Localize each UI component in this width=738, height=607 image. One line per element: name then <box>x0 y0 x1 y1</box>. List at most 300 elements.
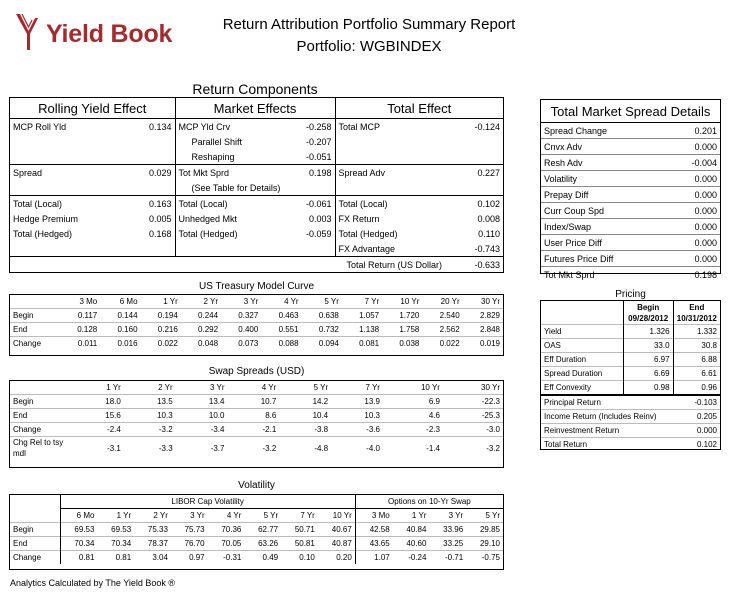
market-spread-value: 0.000 <box>667 219 720 235</box>
market-spread-row <box>541 267 720 283</box>
market-effect-value <box>290 241 335 257</box>
market-spread-label: Prepay Diff <box>541 187 667 203</box>
volatility-value: 0.20 <box>318 551 355 565</box>
volatility-value: 0.97 <box>171 551 208 565</box>
volatility-value: -0.31 <box>208 551 245 565</box>
swap-value: -1.4 <box>383 437 443 460</box>
treasury-value: 0.117 <box>60 309 100 323</box>
market-spread-value: 0.000 <box>667 171 720 187</box>
pricing-return-value: 0.000 <box>673 424 720 438</box>
market-effect-value: -0.207 <box>305 136 332 147</box>
market-spread-row <box>541 187 720 203</box>
swap-value: -3.2 <box>443 437 503 460</box>
pricing-return-label: Reinvestment Return <box>541 424 673 438</box>
market-spread-value: -0.004 <box>667 155 720 171</box>
volatility-value: 69.53 <box>60 523 97 537</box>
pricing-label: Eff Duration <box>541 353 623 367</box>
pricing-return-row <box>541 438 720 452</box>
swap-table <box>9 380 504 468</box>
volatility-body <box>10 495 503 564</box>
swap-column-header: 2 Yr <box>158 383 173 392</box>
return-components-row <box>10 134 503 149</box>
market-spread-row <box>541 251 720 267</box>
volatility-value: 3.04 <box>134 551 171 565</box>
market-spread-label: User Price Diff <box>541 235 667 251</box>
total-return-row <box>10 257 503 273</box>
total-effect-label <box>335 149 445 165</box>
treasury-column-header: 2 Yr <box>203 297 219 306</box>
total-return-value: -0.633 <box>445 257 503 273</box>
treasury-value: 0.019 <box>463 337 503 351</box>
swap-value: -2.3 <box>383 423 443 437</box>
footer-note: Analytics Calculated by The Yield Book ® <box>10 578 176 588</box>
volatility-value: 70.34 <box>60 537 97 551</box>
treasury-value: 0.400 <box>221 323 261 337</box>
volatility-value: 40.87 <box>318 537 355 551</box>
treasury-value: 0.038 <box>382 337 422 351</box>
volatility-row-label: Change <box>10 551 60 565</box>
treasury-value: 0.216 <box>141 323 181 337</box>
pricing-return-row <box>541 395 720 410</box>
market-spread-label: Curr Coup Spd <box>541 203 667 219</box>
treasury-row-label: Begin <box>10 309 60 323</box>
volatility-value: 29.85 <box>466 523 503 537</box>
volatility-column-header: 10 Yr <box>332 511 352 520</box>
market-effect-label: Total (Hedged) <box>175 226 290 241</box>
treasury-value: 1.138 <box>342 323 382 337</box>
market-spread-label: Tot Mkt Sprd <box>541 267 667 283</box>
volatility-header-row <box>10 509 503 523</box>
pricing-label: Spread Duration <box>541 367 623 381</box>
rolling-yield-value <box>122 241 175 257</box>
treasury-value: 0.094 <box>302 337 342 351</box>
treasury-title: US Treasury Model Curve <box>198 281 315 292</box>
pricing-return-label: Principal Return <box>541 395 673 410</box>
rolling-yield-value: 0.005 <box>148 213 172 224</box>
volatility-value: 1.07 <box>355 551 392 565</box>
total-effect-label: Total (Local) <box>335 196 445 212</box>
market-effect-value: -0.258 <box>305 121 332 132</box>
market-spread-value: 0.201 <box>667 123 720 139</box>
pricing-return-label: Income Return (Includes Reinv) <box>541 410 673 424</box>
pricing-end-value: 6.88 <box>673 353 720 367</box>
swap-value: 10.3 <box>331 409 383 423</box>
total-effect-value: 0.008 <box>477 213 500 224</box>
treasury-value: 0.128 <box>60 323 100 337</box>
swap-value: -3.7 <box>176 437 228 460</box>
treasury-value: 0.081 <box>342 337 382 351</box>
volatility-value: 75.33 <box>134 523 171 537</box>
treasury-value: 0.327 <box>221 309 261 323</box>
volatility-value: 42.58 <box>355 523 392 537</box>
rolling-yield-label: MCP Roll Yld <box>13 121 67 132</box>
pricing-end-date: 10/31/2012 <box>676 314 717 323</box>
treasury-value: 0.144 <box>100 309 140 323</box>
swap-title: Swap Spreads (USD) <box>208 366 305 377</box>
pricing-row <box>541 353 720 367</box>
volatility-column-header: 6 Mo <box>60 509 97 523</box>
pricing-end-value: 0.96 <box>673 381 720 396</box>
pricing-label: OAS <box>541 339 623 353</box>
swap-column-header: 5 Yr <box>313 383 329 392</box>
swap-value: 13.4 <box>176 395 228 409</box>
return-components-row <box>10 180 503 196</box>
pricing-end-value: 30.8 <box>673 339 720 353</box>
swap-options-group-header: Options on 10-Yr Swap <box>355 495 503 509</box>
market-spread-label: Index/Swap <box>541 219 667 235</box>
swap-value: -3.6 <box>331 423 383 437</box>
volatility-column-header: 3 Mo <box>355 509 392 523</box>
total-effect-label: Spread Adv <box>335 165 445 181</box>
swap-column-header: 4 Yr <box>261 383 277 392</box>
total-effect-label: Total MCP <box>335 119 445 135</box>
swap-header-row <box>10 381 503 395</box>
market-effect-value: 0.003 <box>308 213 332 224</box>
pricing-begin-value: 6.69 <box>623 367 673 381</box>
market-spread-body <box>541 123 720 283</box>
market-spread-label: Volatility <box>541 171 667 187</box>
swap-value: -4.0 <box>331 437 383 460</box>
treasury-row <box>10 323 503 337</box>
total-effect-label: Total (Hedged) <box>335 226 445 241</box>
market-spread-details <box>540 99 721 280</box>
volatility-value: 33.25 <box>429 537 466 551</box>
treasury-column-header: 5 Yr <box>324 297 339 306</box>
total-effect-value: 0.227 <box>445 165 503 181</box>
treasury-value: 2.540 <box>422 309 462 323</box>
market-spread-row <box>541 155 720 171</box>
volatility-column-header: 5 Yr <box>263 511 279 520</box>
market-spread-row <box>541 203 720 219</box>
swap-value: -2.4 <box>72 423 124 437</box>
treasury-column-header: 10 Yr <box>400 297 420 306</box>
pricing-return-value: -0.103 <box>673 395 720 410</box>
total-return-label: Total Return (US Dollar) <box>10 257 445 273</box>
pricing-row <box>541 339 720 353</box>
swap-column-header: 30 Yr <box>481 383 500 392</box>
rolling-yield-label: Spread <box>10 165 122 181</box>
portfolio-name: Portfolio: WGBINDEX <box>296 38 442 55</box>
treasury-value: 0.638 <box>302 309 342 323</box>
total-effect-value: 0.102 <box>445 196 503 212</box>
total-effect-label: FX Advantage <box>335 241 445 257</box>
libor-cap-group-header: LIBOR Cap Volatility <box>60 495 355 509</box>
swap-value: 13.5 <box>124 395 176 409</box>
pricing-row <box>541 325 720 339</box>
treasury-value: 0.016 <box>100 337 140 351</box>
market-spread-label: Cnvx Adv <box>541 139 667 155</box>
pricing-table <box>540 300 721 450</box>
volatility-value: 40.84 <box>393 523 430 537</box>
rolling-yield-value <box>122 149 175 165</box>
swap-value: 18.0 <box>72 395 124 409</box>
market-spread-row <box>541 139 720 155</box>
pricing-end-value: 6.61 <box>673 367 720 381</box>
pricing-body <box>541 301 720 451</box>
swap-value: -3.2 <box>124 423 176 437</box>
volatility-value: -0.24 <box>393 551 430 565</box>
treasury-header-row <box>10 295 503 309</box>
volatility-value: 63.26 <box>244 537 281 551</box>
treasury-column-header: 20 Yr <box>440 297 460 306</box>
volatility-column-header: 1 Yr <box>411 511 427 520</box>
swap-value: 10.4 <box>279 409 331 423</box>
market-spread-label: Futures Price Diff <box>541 251 667 267</box>
volatility-group-row <box>10 495 503 509</box>
market-effect-label <box>175 241 290 257</box>
volatility-column-header: 3 Yr <box>190 511 205 520</box>
market-effect-value <box>290 180 335 196</box>
volatility-row-label: End <box>10 537 60 551</box>
swap-value: -3.1 <box>72 437 124 460</box>
rolling-yield-label: Total (Hedged) <box>13 228 73 239</box>
pricing-label: Eff Convexity <box>541 381 623 396</box>
pricing-begin-value: 6.97 <box>623 353 673 367</box>
market-effect-label: (See Table for Details) <box>175 180 290 196</box>
swap-value: -25.3 <box>443 409 503 423</box>
volatility-value: 0.81 <box>97 551 134 565</box>
volatility-column-header: 2 Yr <box>153 511 168 520</box>
swap-value: -3.8 <box>279 423 331 437</box>
market-spread-value: 0.000 <box>667 251 720 267</box>
volatility-corner <box>10 509 60 523</box>
return-components-row <box>10 165 503 181</box>
pricing-title: Pricing <box>615 289 646 300</box>
treasury-value: 0.160 <box>100 323 140 337</box>
treasury-column-header: 1 Yr <box>163 297 178 306</box>
market-effect-label: Tot Mkt Sprd <box>175 165 290 181</box>
volatility-value: 78.37 <box>134 537 171 551</box>
logo-text: Yield Book <box>46 20 173 48</box>
total-effect-label: FX Return <box>335 211 445 226</box>
volatility-row <box>10 523 503 537</box>
treasury-table <box>9 294 504 356</box>
swap-row-label-line2: mdl <box>13 449 26 458</box>
rolling-yield-value: 0.029 <box>122 165 175 181</box>
swap-value: 8.6 <box>227 409 279 423</box>
treasury-column-header: 3 Yr <box>243 297 259 306</box>
treasury-value: 0.732 <box>302 323 342 337</box>
volatility-value: 70.05 <box>208 537 245 551</box>
pricing-row <box>541 367 720 381</box>
market-spread-value: 0.000 <box>667 187 720 203</box>
market-spread-value: 0.000 <box>667 139 720 155</box>
swap-value: -2.1 <box>227 423 279 437</box>
pricing-begin-value: 0.98 <box>623 381 673 396</box>
total-effect-value: -0.124 <box>474 121 500 132</box>
market-effect-value: -0.051 <box>305 151 332 162</box>
total-effect-header: Total Effect <box>335 98 503 119</box>
swap-column-header: 1 Yr <box>106 383 121 392</box>
treasury-column-header: 30 Yr <box>481 297 500 306</box>
pricing-return-row <box>541 410 720 424</box>
rolling-yield-value <box>122 134 175 149</box>
treasury-value: 0.088 <box>261 337 301 351</box>
volatility-value: 50.81 <box>281 537 318 551</box>
volatility-value: 0.81 <box>60 551 97 565</box>
return-components-row <box>10 241 503 257</box>
total-effect-value: 0.110 <box>478 228 500 239</box>
pricing-begin-value: 1.326 <box>623 325 673 339</box>
treasury-value: 0.011 <box>60 337 100 351</box>
market-effect-value: -0.061 <box>290 196 335 212</box>
pricing-row <box>541 381 720 396</box>
volatility-value: 69.53 <box>97 523 134 537</box>
volatility-row <box>10 551 503 565</box>
volatility-title: Volatility <box>238 480 275 491</box>
treasury-value: 0.073 <box>221 337 261 351</box>
swap-value: -3.0 <box>443 423 503 437</box>
swap-row <box>10 409 503 423</box>
total-effect-value <box>445 134 503 149</box>
rolling-yield-label: Hedge Premium <box>13 213 79 224</box>
rolling-yield-label <box>10 149 122 165</box>
treasury-value: 0.022 <box>422 337 462 351</box>
pricing-begin-date: 09/28/2012 <box>628 314 669 323</box>
swap-column-header: 10 Yr <box>420 383 440 392</box>
return-components-row <box>10 119 503 135</box>
treasury-value: 0.463 <box>261 309 301 323</box>
pricing-return-value: 0.102 <box>673 438 720 452</box>
treasury-value: 1.720 <box>382 309 422 323</box>
volatility-column-header: 4 Yr <box>226 511 242 520</box>
market-effect-label: Unhedged Mkt <box>175 211 290 226</box>
swap-value: 14.2 <box>279 395 331 409</box>
volatility-value: 40.60 <box>393 537 430 551</box>
swap-row-label: Change <box>10 423 72 437</box>
volatility-value: 29.10 <box>466 537 503 551</box>
return-components-row <box>10 149 503 165</box>
volatility-value: 70.36 <box>208 523 245 537</box>
rolling-yield-label: Total (Local) <box>10 196 122 212</box>
market-effect-label: Parallel Shift <box>175 134 290 149</box>
volatility-column-header: 1 Yr <box>116 511 132 520</box>
rolling-yield-label <box>10 241 122 257</box>
treasury-value: 0.292 <box>181 323 221 337</box>
volatility-corner <box>10 495 60 509</box>
swap-row <box>10 437 503 460</box>
treasury-column-header: 6 Mo <box>119 297 138 306</box>
return-components-body <box>10 119 503 273</box>
volatility-value: 0.10 <box>281 551 318 565</box>
rolling-yield-header: Rolling Yield Effect <box>10 98 175 119</box>
volatility-row-label: Begin <box>10 523 60 537</box>
market-spread-value: 0.198 <box>667 267 720 283</box>
swap-row-label-line1: Chg Rel to tsy <box>13 438 64 447</box>
market-effect-value: -0.059 <box>305 228 332 239</box>
treasury-row-label: Change <box>10 337 60 351</box>
treasury-value: 0.194 <box>141 309 181 323</box>
rolling-yield-value: 0.163 <box>122 196 175 212</box>
total-effect-label <box>335 180 445 196</box>
rolling-yield-label <box>10 134 122 149</box>
market-effects-header: Market Effects <box>175 98 335 119</box>
treasury-value: 0.244 <box>181 309 221 323</box>
market-spread-label: Resh Adv <box>541 155 667 171</box>
pricing-begin-value: 33.0 <box>623 339 673 353</box>
volatility-value: 40.67 <box>318 523 355 537</box>
return-components-row <box>10 196 503 212</box>
swap-row-label: Begin <box>10 395 72 409</box>
total-effect-label <box>335 134 445 149</box>
treasury-row <box>10 309 503 323</box>
treasury-column-header: 3 Mo <box>79 297 98 306</box>
volatility-table <box>9 494 504 570</box>
total-effect-value <box>445 149 503 165</box>
treasury-value: 1.758 <box>382 323 422 337</box>
market-spread-value: 0.000 <box>667 235 720 251</box>
swap-value: 10.0 <box>176 409 228 423</box>
swap-value: -4.8 <box>279 437 331 460</box>
rolling-yield-label <box>10 180 122 196</box>
market-spread-label: Spread Change <box>541 123 667 139</box>
swap-row-label: End <box>10 409 72 423</box>
market-spread-row <box>541 219 720 235</box>
swap-value: 6.9 <box>383 395 443 409</box>
treasury-value: 0.048 <box>181 337 221 351</box>
treasury-value: 1.057 <box>342 309 382 323</box>
swap-value: 10.3 <box>124 409 176 423</box>
pricing-begin-label: Begin <box>637 303 660 312</box>
market-spread-title: Total Market Spread Details <box>541 100 720 123</box>
treasury-row-label: End <box>10 323 60 337</box>
treasury-row <box>10 337 503 351</box>
volatility-value: 75.73 <box>171 523 208 537</box>
market-effect-label: Total (Local) <box>175 196 290 212</box>
market-effect-value: 0.198 <box>290 165 335 181</box>
pricing-return-label: Total Return <box>541 438 673 452</box>
volatility-value: 43.65 <box>355 537 392 551</box>
return-components-title: Return Components <box>192 81 318 97</box>
treasury-value: 2.562 <box>422 323 462 337</box>
volatility-value: 0.49 <box>244 551 281 565</box>
market-spread-row <box>541 171 720 187</box>
treasury-column-header: 4 Yr <box>284 297 299 306</box>
treasury-value: 0.551 <box>261 323 301 337</box>
swap-value: -22.3 <box>443 395 503 409</box>
swap-column-header: 3 Yr <box>209 383 225 392</box>
volatility-value: 33.96 <box>429 523 466 537</box>
volatility-value: -0.71 <box>429 551 466 565</box>
swap-value: -3.2 <box>227 437 279 460</box>
swap-value: 13.9 <box>331 395 383 409</box>
swap-column-header: 7 Yr <box>365 383 380 392</box>
swap-value: -3.3 <box>124 437 176 460</box>
market-spread-row <box>541 235 720 251</box>
volatility-column-header: 7 Yr <box>300 511 315 520</box>
report-title: Return Attribution Portfolio Summary Report <box>222 16 516 33</box>
pricing-end-label: End <box>689 303 705 312</box>
market-effect-label: Reshaping <box>175 149 290 165</box>
rolling-yield-value <box>122 180 175 196</box>
return-components-table <box>9 97 504 273</box>
pricing-return-value: 0.205 <box>673 410 720 424</box>
total-effect-value: -0.743 <box>474 243 500 254</box>
swap-corner <box>10 381 72 395</box>
volatility-row <box>10 537 503 551</box>
volatility-value: 62.77 <box>244 523 281 537</box>
swap-row <box>10 395 503 409</box>
treasury-body <box>10 295 503 350</box>
return-components-row <box>10 211 503 226</box>
market-spread-value: 0.000 <box>667 203 720 219</box>
market-effect-label: MCP Yld Crv <box>175 119 290 135</box>
swap-row-label <box>10 437 72 460</box>
swap-row <box>10 423 503 437</box>
pricing-end-value: 1.332 <box>673 325 720 339</box>
treasury-value: 2.848 <box>463 323 503 337</box>
pricing-label: Yield <box>541 325 623 339</box>
